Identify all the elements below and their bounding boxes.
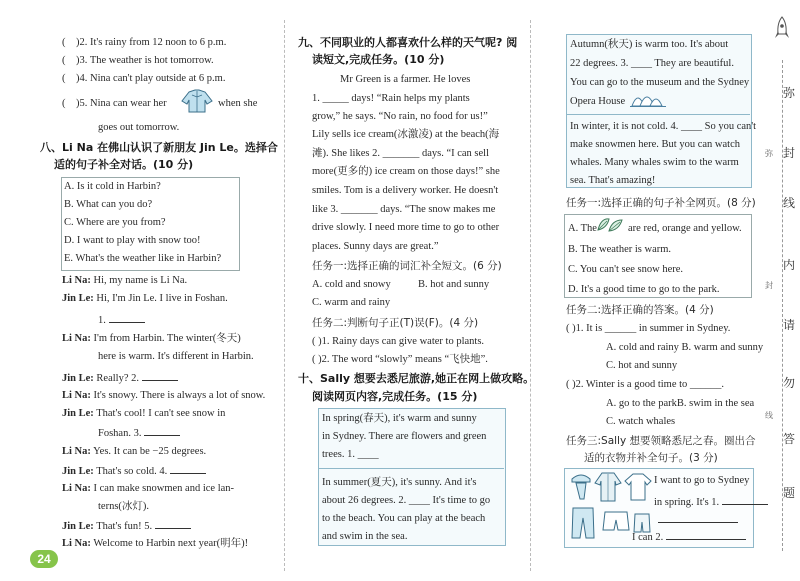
dialog-line: Jin Le: Hi, I'm Jin Le. I live in Foshan.: [62, 293, 228, 304]
dialog-line: Li Na: I'm from Harbin. The winter(冬天): [62, 333, 241, 344]
passage-line: more(更多的) ice cream on those days!” she: [312, 166, 500, 177]
item-5: ( )5. Nina can wear her: [62, 98, 167, 109]
scarf-hat-icon: [568, 471, 594, 501]
web-line: In spring(春天), it's warm and sunny: [322, 413, 477, 424]
seal-char: 题: [783, 486, 796, 500]
web-line: whales. Many whales swim to the warm: [570, 157, 739, 168]
dialog-line: Li Na: It's snowy. There is always a lot of snow.: [62, 390, 266, 401]
passage-line: smiles. Tom is a delivery worker. He doesn't: [312, 185, 499, 196]
jacket-icon: [180, 89, 214, 113]
sentence-line-3: I can 2.: [632, 529, 746, 545]
answer-blank-2[interactable]: [142, 370, 178, 381]
task2-title: 任务二:判断句子正(T)误(F)。(4 分): [312, 317, 479, 329]
sentence-blank-1[interactable]: [722, 494, 768, 505]
dialog-line: Jin Le: That's fun! 5.: [62, 518, 191, 534]
option-b: B. What can you do?: [64, 199, 153, 210]
item-4: ( )4. Nina can't play outside at 6 p.m.: [62, 73, 226, 84]
t-shirt-icon: [624, 472, 652, 502]
web-line: You can go to the museum and the Sydney: [570, 77, 750, 88]
web-line: make snowmen here. But you can watch: [570, 139, 740, 150]
task1-option: A. cold and snowy: [312, 279, 391, 290]
option-c: C. Where are you from?: [64, 217, 166, 228]
sentence-blank-2[interactable]: [666, 529, 746, 540]
judge-item-1: ( )1. Rainy days can give water to plants.: [312, 336, 485, 347]
answer-blank-3[interactable]: [144, 425, 180, 436]
seal-sidebar: [765, 0, 800, 581]
web-line: about 26 degrees. 2. ____ It's time to go: [322, 495, 491, 506]
web-line: In winter, it is not cold. 4. ____ So you can't: [570, 121, 757, 132]
web-line: in Sydney. There are flowers and green: [322, 431, 487, 442]
task2-title: 任务二:选择正确的答案。(4 分): [566, 304, 714, 316]
seal-char: 答: [783, 432, 796, 446]
passage-line: 1. _____ days! “Rain helps my plants: [312, 93, 470, 104]
dialog-line: Li Na: I can make snowmen and ice lan-: [62, 483, 235, 494]
dialog-line: Li Na: Welcome to Harbin next year(明年)!: [62, 538, 249, 549]
choice-q2-opts: A. go to the parkB. swim in the sea: [606, 398, 755, 409]
passage-line: Mr Green is a farmer. He loves: [340, 74, 471, 85]
choice-q1-opts: A. cold and rainy B. warm and sunny: [606, 342, 764, 353]
web-divider: [318, 468, 504, 469]
passage-line: places. Sunny days are great.”: [312, 241, 439, 252]
answer-blank-5[interactable]: [155, 518, 191, 529]
seal-small-char: 弥: [765, 149, 773, 158]
passage-line: like 3. _______ days. “The snow makes me: [312, 204, 496, 215]
seal-char: 内: [783, 258, 796, 272]
choice-q2: ( )2. Winter is a good time to ______.: [566, 379, 725, 390]
seal-char: 封: [783, 146, 796, 160]
option-e: E. What's the weather like in Harbin?: [64, 253, 222, 264]
dialog-line: here is warm. It's different in Harbin.: [98, 351, 254, 362]
passage-line: Lily sells ice cream(冰激凌) at the beach(海: [312, 129, 500, 140]
option-a: A. The: [568, 223, 597, 234]
section-10-title: 十、Sally 想要去悉尼旅游,她正在网上做攻略。: [298, 372, 535, 385]
dialog-line: terns(冰灯).: [98, 501, 150, 512]
choice-q2-opts: C. watch whales: [606, 416, 676, 427]
option-a: A. Is it cold in Harbin?: [64, 181, 161, 192]
column-divider: [530, 20, 531, 571]
web-divider: [566, 114, 750, 115]
choice-q1: ( )1. It is ______ in summer in Sydney.: [566, 323, 731, 334]
option-a-cont: are red, orange and yellow.: [628, 223, 742, 234]
page-number: 24: [30, 550, 58, 568]
answer-blank-4[interactable]: [170, 463, 206, 474]
task3-title: 任务三:Sally 想要领略悉尼之春。圈出合: [566, 435, 756, 447]
option-d: D. I want to play with snow too!: [64, 235, 201, 246]
seal-char: 勿: [783, 376, 796, 390]
section-9-title: 九、不同职业的人都喜欢什么样的天气呢? 阅: [298, 36, 518, 49]
section-10-title-2: 阅读网页内容,完成任务。(15 分): [312, 390, 478, 403]
leaves-icon: [595, 216, 625, 234]
seal-char: 请: [783, 318, 796, 332]
opera-house-icon: [630, 86, 666, 108]
judge-item-2: ( )2. The word “slowly” means “飞快地”.: [312, 354, 488, 365]
section-8-title: 八、Li Na 在佛山认识了新朋友 Jin Le。选择合: [40, 141, 278, 154]
sentence-line-2: in spring. It's 1.: [654, 494, 768, 510]
passage-line: grow,” he says. “No rain, no food for us!”: [312, 111, 488, 122]
item-5-after: when she: [218, 98, 258, 109]
dialog-line: Foshan. 3.: [98, 425, 180, 441]
seal-small-char: 封: [765, 281, 773, 290]
shorts-icon: [602, 510, 630, 532]
dialog-line: Jin Le: Really? 2.: [62, 370, 178, 386]
seal-small-char: 线: [765, 411, 773, 420]
item-2: ( )2. It's rainy from 12 noon to 6 p.m.: [62, 37, 227, 48]
web-line: sea. That's amazing!: [570, 175, 656, 186]
trousers-icon: [570, 506, 596, 540]
web-line: In summer(夏天), it's sunny. And it's: [322, 477, 477, 488]
sentence-line-1: I want to go to Sydney: [654, 475, 750, 486]
option-d: D. It's a good time to go to the park.: [568, 284, 720, 295]
sentence-blank-1b[interactable]: [658, 512, 738, 523]
section-9-title-2: 读短文,完成任务。(10 分): [312, 53, 445, 66]
dialog-line: 1.: [98, 312, 145, 328]
sweater-icon: [594, 471, 622, 503]
seal-char: 线: [783, 196, 796, 210]
column-divider: [284, 20, 285, 571]
web-line: to the beach. You can play at the beach: [322, 513, 486, 524]
option-b: B. The weather is warm.: [568, 244, 672, 255]
choice-q1-opts: C. hot and sunny: [606, 360, 678, 371]
web-line: Opera House: [570, 96, 626, 107]
passage-line: drive slowly. I need more time to go to other: [312, 222, 500, 233]
answer-blank-1[interactable]: [109, 312, 145, 323]
sentence-blank-line: [658, 512, 738, 528]
item-3: ( )3. The weather is hot tomorrow.: [62, 55, 214, 66]
seal-char: 弥: [783, 86, 796, 100]
web-line: and swim in the sea.: [322, 531, 408, 542]
web-line: Autumn(秋天) is warm too. It's about: [570, 39, 729, 50]
option-c: C. You can't see snow here.: [568, 264, 684, 275]
task1-option: C. warm and rainy: [312, 297, 391, 308]
web-line: trees. 1. ____: [322, 449, 379, 460]
dialog-line: Li Na: Yes. It can be −25 degrees.: [62, 446, 207, 457]
dialog-line: Li Na: Hi, my name is Li Na.: [62, 275, 188, 286]
dialog-line: Jin Le: That's cool! I can't see snow in: [62, 408, 226, 419]
task3-title-2: 适的衣物并补全句子。(3 分): [584, 452, 718, 464]
task1-option: B. hot and sunny: [418, 279, 490, 290]
item-5-cont: goes out tomorrow.: [98, 122, 180, 133]
task1-title: 任务一:选择正确的句子补全网页。(8 分): [566, 197, 756, 209]
passage-line: 滩). She likes 2. _______ days. “I can sell: [312, 148, 490, 159]
task1-title: 任务一:选择正确的词汇补全短文。(6 分): [312, 260, 502, 272]
dialog-line: Jin Le: That's so cold. 4.: [62, 463, 206, 479]
section-8-title-2: 适的句子补全对话。(10 分): [54, 158, 194, 171]
web-line: 22 degrees. 3. ____ They are beautiful.: [570, 58, 734, 69]
